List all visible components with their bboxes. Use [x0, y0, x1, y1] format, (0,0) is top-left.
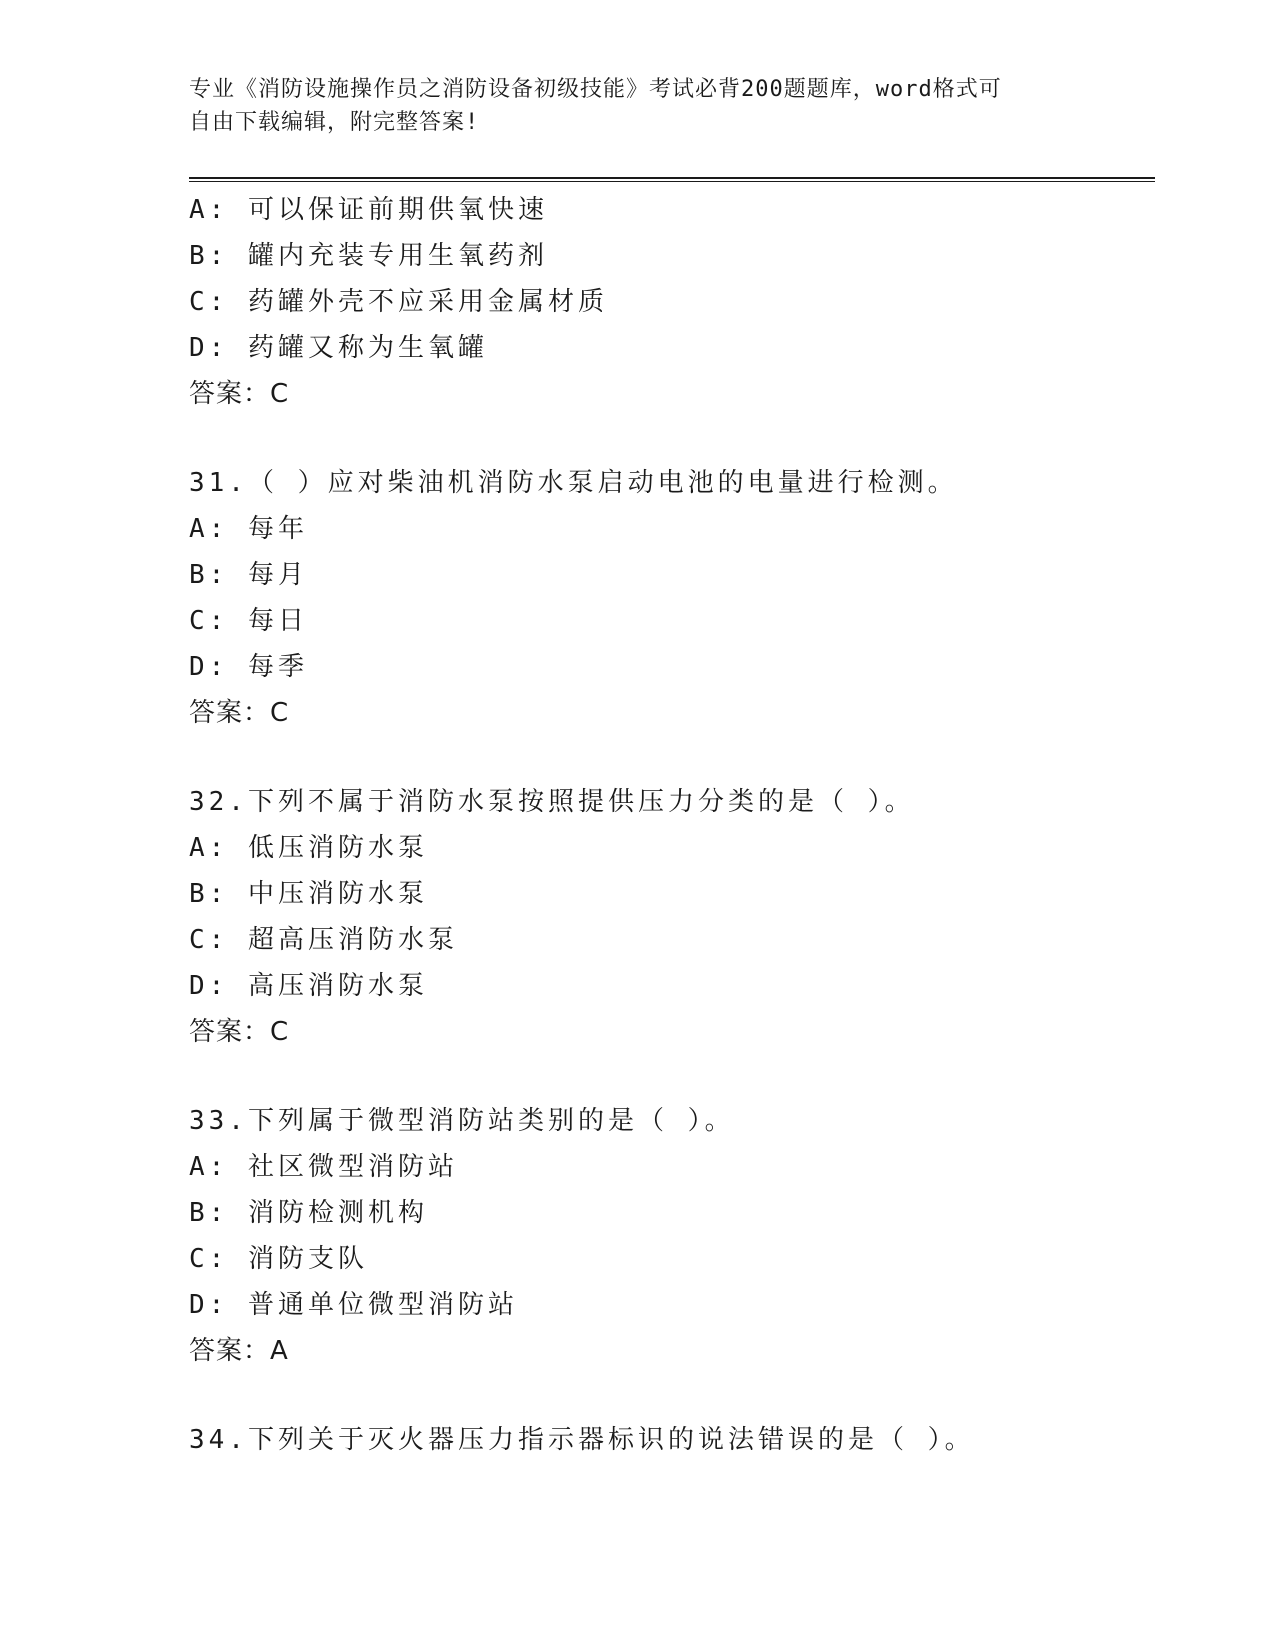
option-a: A: 每年: [189, 514, 308, 544]
option-d: D: 普通单位微型消防站: [189, 1290, 518, 1320]
question-text: 31.（ ）应对柴油机消防水泵启动电池的电量进行检测。: [189, 468, 958, 498]
option-c: C: 每日: [189, 606, 308, 636]
question-block-30: [189, 187, 1155, 417]
option-c: C: 药罐外壳不应采用金属材质: [189, 287, 608, 317]
option-a: A: 低压消防水泵: [189, 833, 428, 863]
option-b: B: 中压消防水泵: [189, 879, 428, 909]
option-c: C: 超高压消防水泵: [189, 925, 458, 955]
answer: 答案：A: [189, 1336, 289, 1366]
option-c: C: 消防支队: [189, 1244, 368, 1274]
header-rule-thick: [189, 177, 1155, 179]
question-block-34: [189, 1417, 1155, 1463]
question-text: 34.下列关于灭火器压力指示器标识的说法错误的是（ ）。: [189, 1425, 975, 1455]
question-text: 33.下列属于微型消防站类别的是（ ）。: [189, 1106, 735, 1136]
option-b: B: 罐内充装专用生氧药剂: [189, 241, 548, 271]
answer: 答案：C: [189, 1017, 290, 1047]
option-b: B: 消防检测机构: [189, 1198, 428, 1228]
header-line-2: 自由下载编辑，附完整答案!: [189, 110, 480, 135]
option-a: A: 可以保证前期供氧快速: [189, 195, 548, 225]
document-header: [189, 73, 1069, 139]
option-d: D: 每季: [189, 652, 308, 682]
answer: 答案：C: [189, 698, 290, 728]
answer: 答案：C: [189, 379, 290, 409]
spacer: [189, 417, 1155, 460]
option-d: D: 高压消防水泵: [189, 971, 428, 1001]
option-a: A: 社区微型消防站: [189, 1152, 458, 1182]
spacer: [189, 1374, 1155, 1417]
spacer: [189, 1055, 1155, 1098]
option-b: B: 每月: [189, 560, 308, 590]
option-d: D: 药罐又称为生氧罐: [189, 333, 488, 363]
question-block-31: [189, 460, 1155, 736]
header-rule-thin: [189, 181, 1155, 182]
spacer: [189, 736, 1155, 779]
question-block-33: [189, 1098, 1155, 1374]
question-list: [189, 187, 1155, 1463]
header-line-1: 专业《消防设施操作员之消防设备初级技能》考试必背200题题库，word格式可: [189, 77, 1002, 102]
question-block-32: [189, 779, 1155, 1055]
question-text: 32.下列不属于消防水泵按照提供压力分类的是（ ）。: [189, 787, 915, 817]
